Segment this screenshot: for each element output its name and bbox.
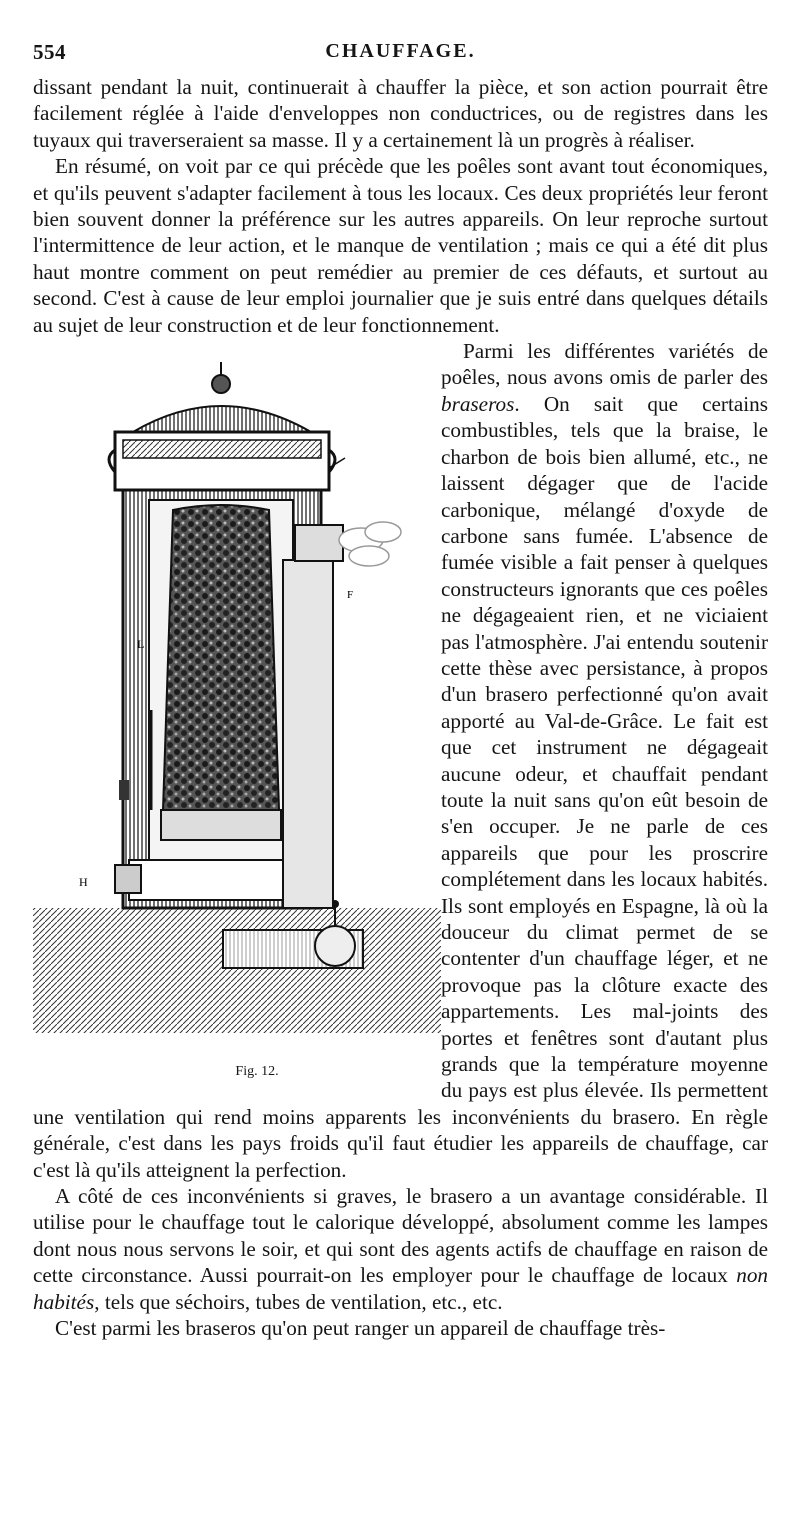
paragraph-3-text-b: . On sait que certains combustibles, tels que la braise, le charbon de bois bien allumé, etc., ne laissent dégager que de l'acide carbonique, mélangé d'oxyde de carbone sans fumée. L'absence de fumée visible a fait penser à quelques constructeurs ignorants que ces poêles ne dégageaient rien, et ne viciaient pas l'atmosphère. J'ai entendu soutenir cette thèse avec persistance, à propos d'un brasero perfectionné qu'on avait apporté au Val-de-Grâce. Le fait est que cet instrument ne dégageait aucune odeur, et chauffait pendant toute la nuit sans qu'on eût besoin de s'en occuper. Je ne parle de ces appareils que pour les proscrire complétement dans les locaux habités. Ils sont employés en Espagne, là où la douceur du climat permet de se contenter d'un chauffage léger, et ne provoque pas la clôture exacte des appartements. Les mal-joints des portes et fenêtres sont d'autant plus grands que la température moyenne du pays est plus élevée. Ils permettent une ventilation qui rend moins apparents les inconvénients du brasero. En règle générale, c'est dans les pays froids qu'il faut étudier les appareils de chauffage, car c'est là qu'ils atteignent la perfection. <box>33 391 768 1182</box>
paragraph-2 <box>33 153 768 338</box>
paragraph-5: C'est parmi les braseros qu'on peut ranger un appareil de chauffage très- <box>55 1316 666 1341</box>
fuel-chamber <box>163 505 279 825</box>
label-h: H <box>79 875 88 890</box>
paragraph-4 <box>33 1183 768 1315</box>
decorative-band <box>123 440 321 458</box>
label-f: F <box>347 589 354 602</box>
door-handle <box>115 865 141 893</box>
running-header <box>33 40 768 66</box>
finial <box>212 375 230 393</box>
paragraph-2-text: En résumé, on voit par ce qui précède que les poêles sont avant tout économiques, et qu'ils peuvent s'adapter facilement à tous les locaux. Ces deux propriétés leur feront bien souvent donner la préférence sur les autres appareils. On leur reproche surtout l'intermittence de leur action, et le manque de ventilation ; mais ce qui a été dit plus haut montre comment on peut remédier au premier de ces défauts, et surtout au second. C'est à cause de leur emploi journalier que je suis entré dans quelques détails au sujet de leur construction et de leur fonctionnement. <box>33 154 768 337</box>
side-column <box>283 560 333 908</box>
paragraph-4-italic: non habités <box>33 1263 768 1314</box>
dome <box>133 406 311 432</box>
body-text <box>33 74 768 1342</box>
running-title: CHAUFFAGE. <box>325 40 476 62</box>
paragraph-4-text-a: A côté de ces inconvénients si graves, le brasero a un avantage considérable. Il utilise pour le chauffage tout le calorique développé, absolument comme les lampes dont nous nous servons le soir, et qui sont des agents actifs de chauffage en raison de cette circonstance. Aussi pourrait-on les employer pour le chauffage de locaux <box>33 1184 768 1288</box>
ash-pan-knob <box>315 926 355 966</box>
figure-12 <box>33 340 441 1085</box>
floor-section <box>33 908 441 1033</box>
brasero-engraving <box>33 340 441 1055</box>
figure-caption: Fig. 12. <box>235 1064 279 1080</box>
paragraph-4-text-b: , tels que séchoirs, tubes de ventilation, etc., etc. <box>94 1289 503 1314</box>
paragraph-3-italic: braseros <box>441 391 515 416</box>
flue-pipe <box>295 525 343 561</box>
paragraph-1: dissant pendant la nuit, continuerait à chauffer la pièce, et son action pourrait être facilement réglée à l'aide d'enveloppes non conductrices, ou de registres dans les tuyaux qui traverseraient sa masse. Il y a certainement là un progrès à réaliser. <box>33 75 768 152</box>
smoke-puffs <box>339 522 401 566</box>
paragraph-3-text-a: Parmi les différentes variétés de poêles, nous avons omis de parler des <box>441 339 768 390</box>
label-l: L <box>137 637 145 652</box>
page-number: 554 <box>33 40 66 64</box>
